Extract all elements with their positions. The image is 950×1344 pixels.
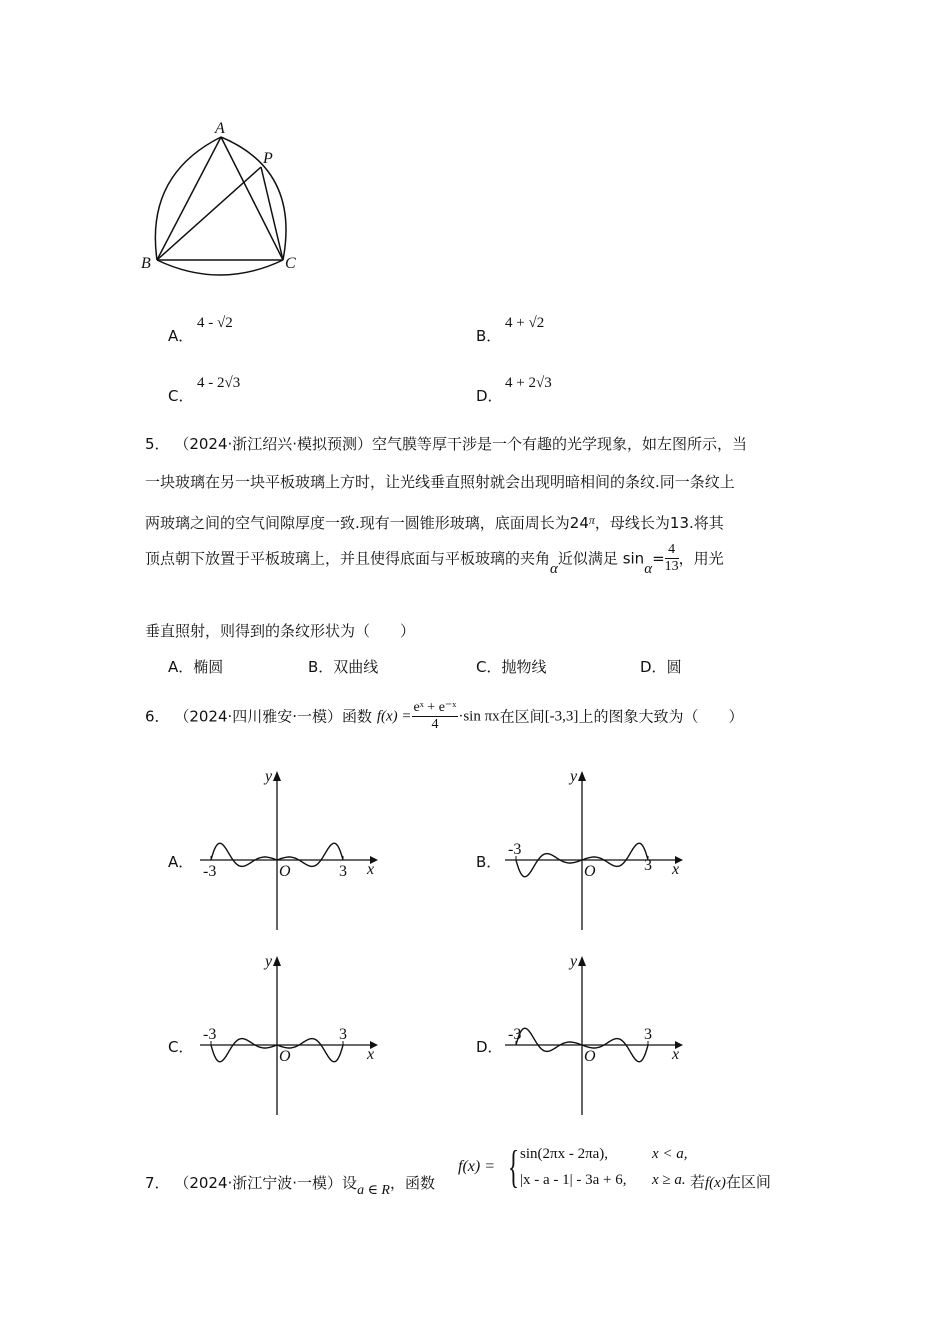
q4-option-d-expr: 4 + 2√3 [505, 375, 552, 391]
q7-stem: 7． （2024·浙江宁波·一模）设a ∈ R，函数 [145, 1174, 435, 1198]
side-ab [157, 137, 221, 260]
q6-option-c[interactable]: C． [168, 1038, 194, 1056]
label-neg3: -3 [508, 1026, 522, 1043]
q7-tail: 若f(x)在区间 [690, 1173, 771, 1191]
label-pos3: 3 [339, 863, 347, 880]
option-letter: D． [476, 387, 503, 405]
q5-option-c[interactable]: C．抛物线 [476, 658, 547, 676]
label-neg3: -3 [203, 863, 217, 880]
q4-option-b[interactable] [476, 326, 501, 346]
q7-cond2: x ≥ a. [652, 1172, 686, 1188]
option-letter: C． [168, 387, 194, 405]
label-x: x [367, 1046, 375, 1063]
label-a: A [215, 120, 225, 137]
label-x: x [672, 1046, 680, 1063]
q7-case2: |x - a - 1| - 3a + 6, [520, 1172, 627, 1188]
label-neg3: -3 [203, 1026, 217, 1043]
label-x: x [672, 861, 680, 878]
option-letter: A． [168, 327, 194, 345]
label-pos3: 3 [644, 1026, 652, 1043]
segment-pc [261, 167, 283, 260]
q5-number: 5． [145, 435, 170, 453]
q6-option-b[interactable]: B． [476, 853, 502, 871]
q5-option-a[interactable]: A．椭圆 [168, 658, 224, 676]
q6-option-a[interactable]: A． [168, 853, 194, 871]
q5-option-b[interactable]: B．双曲线 [308, 658, 379, 676]
q4-option-b-expr: 4 + √2 [505, 315, 545, 331]
label-origin: O [279, 1048, 291, 1065]
q4-option-a[interactable] [168, 326, 193, 346]
label-y: y [570, 768, 578, 785]
q6-option-d[interactable]: D． [476, 1038, 503, 1056]
q7-fx: f(x) = [458, 1158, 495, 1175]
y-axis-arrow [273, 956, 281, 966]
label-y: y [265, 768, 273, 785]
label-origin: O [584, 1048, 596, 1065]
q4-option-a-expr: 4 - √2 [197, 315, 233, 331]
q6-stem: 6． （2024·四川雅安·一模）函数 f(x) = $\frac{\text{eˣ + e⁻ˣ}}{4}$ ·sin πx在区间[-3,3]上的图象大致为（ ） [145, 700, 744, 732]
q5-line2: 一块玻璃在另一块平板玻璃上方时，让光线垂直照射就会出现明暗相间的条纹.同一条纹上 [145, 473, 735, 491]
label-neg3: -3 [508, 841, 522, 858]
label-origin: O [584, 863, 596, 880]
segment-bp [157, 167, 261, 260]
label-p: P [263, 150, 273, 167]
q5-line1: 5． （2024·浙江绍兴·模拟预测）空气膜等厚干涉是一个有趣的光学现象，如左图所示，当 [145, 435, 748, 453]
option-letter: B． [476, 327, 502, 345]
q5-source: （2024·浙江绍兴·模拟预测） [174, 435, 373, 453]
label-y: y [570, 953, 578, 970]
q5-line5: 垂直照射，则得到的条纹形状为（ ） [145, 622, 416, 640]
label-y: y [265, 953, 273, 970]
label-b: B [141, 255, 151, 272]
label-c: C [285, 255, 296, 272]
q6-graph-b [500, 765, 690, 935]
q7-case1: sin(2πx - 2πa), [520, 1146, 609, 1162]
label-origin: O [279, 863, 291, 880]
label-x: x [367, 861, 375, 878]
q4-triangle-figure [135, 115, 310, 280]
q5-fraction: $\frac{4}{13}$ [664, 542, 679, 574]
label-pos3: 3 [644, 857, 652, 874]
y-axis-arrow [578, 956, 586, 966]
q6-fraction: $\frac{\text{eˣ + e⁻ˣ}}{4}$ [413, 700, 457, 732]
q5-line3: 两玻璃之间的空气间隙厚度一致.现有一圆锥形玻璃，底面周长为$24^\pi$，母线长为13.将其 [145, 513, 724, 532]
label-pos3: 3 [339, 1026, 347, 1043]
arc-bc [157, 260, 283, 275]
q7-brace: { [508, 1141, 520, 1192]
y-axis-arrow [273, 771, 281, 781]
q6-graph-a [195, 765, 385, 935]
q7-cond1: x < a, [652, 1146, 688, 1162]
q5-line4: 顶点朝下放置于平板玻璃上，并且使得底面与平板玻璃的夹角α近似满足 sinα= $\frac{4}{13}$ ，用光 [145, 542, 724, 577]
q6-graph-c [195, 950, 385, 1120]
y-axis-arrow [578, 771, 586, 781]
q5-option-d[interactable]: D．圆 [640, 658, 682, 676]
q4-option-d[interactable] [476, 386, 503, 406]
q6-graph-d [500, 950, 690, 1120]
q4-option-c[interactable] [168, 386, 193, 406]
q4-option-c-expr: 4 - 2√3 [197, 375, 241, 391]
